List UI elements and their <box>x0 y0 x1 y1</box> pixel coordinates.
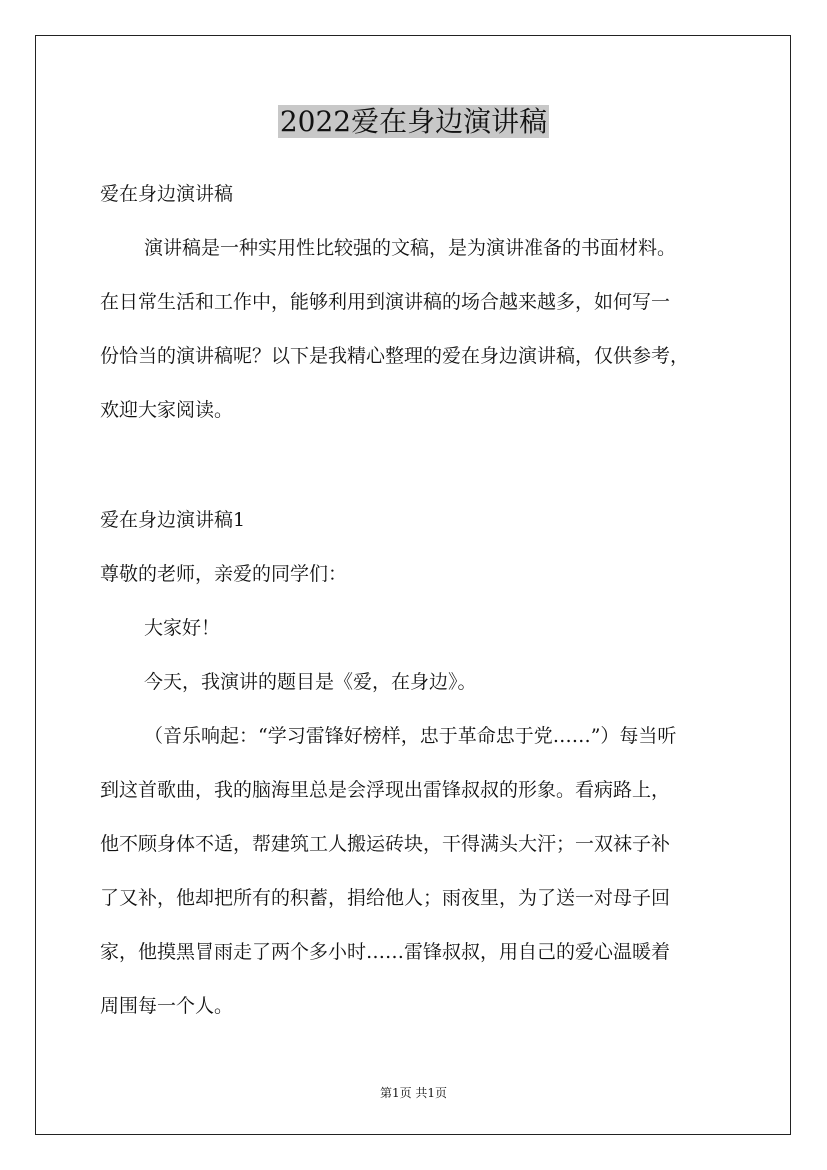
paragraph-line: 欢迎大家阅读。 <box>100 399 234 421</box>
document-title <box>0 100 827 144</box>
greeting: 大家好！ <box>144 617 221 639</box>
document-title-text: 2022爱在身边演讲稿 <box>279 105 548 138</box>
salutation: 尊敬的老师，亲爱的同学们： <box>100 563 348 585</box>
section-heading: 爱在身边演讲稿 <box>100 183 234 205</box>
paragraph-line: 在日常生活和工作中，能够利用到演讲稿的场合越来越多，如何写一 <box>100 291 671 313</box>
paragraph-line: （音乐响起：“学习雷锋好榜样，忠于革命忠于党……”）每当听 <box>144 725 677 747</box>
page-footer: 第1页 共1页 <box>379 1086 448 1100</box>
section-heading: 爱在身边演讲稿1 <box>100 509 246 531</box>
paragraph-line: 他不顾身体不适，帮建筑工人搬运砖块，干得满头大汗；一双袜子补 <box>100 833 671 855</box>
paragraph-line: 今天，我演讲的题目是《爱，在身边》。 <box>144 671 477 693</box>
paragraph-line: 周围每一个人。 <box>100 995 234 1017</box>
paragraph-line: 份恰当的演讲稿呢？以下是我精心整理的爱在身边演讲稿，仅供参考， <box>100 345 690 367</box>
paragraph-line: 演讲稿是一种实用性比较强的文稿，是为演讲准备的书面材料。 <box>144 237 677 259</box>
paragraph-line: 了又补，他却把所有的积蓄，捐给他人；雨夜里，为了送一对母子回 <box>100 887 671 909</box>
paragraph-line: 家，他摸黑冒雨走了两个多小时……雷锋叔叔，用自己的爱心温暖着 <box>100 941 671 963</box>
paragraph-line: 到这首歌曲，我的脑海里总是会浮现出雷锋叔叔的形象。看病路上， <box>100 779 671 801</box>
